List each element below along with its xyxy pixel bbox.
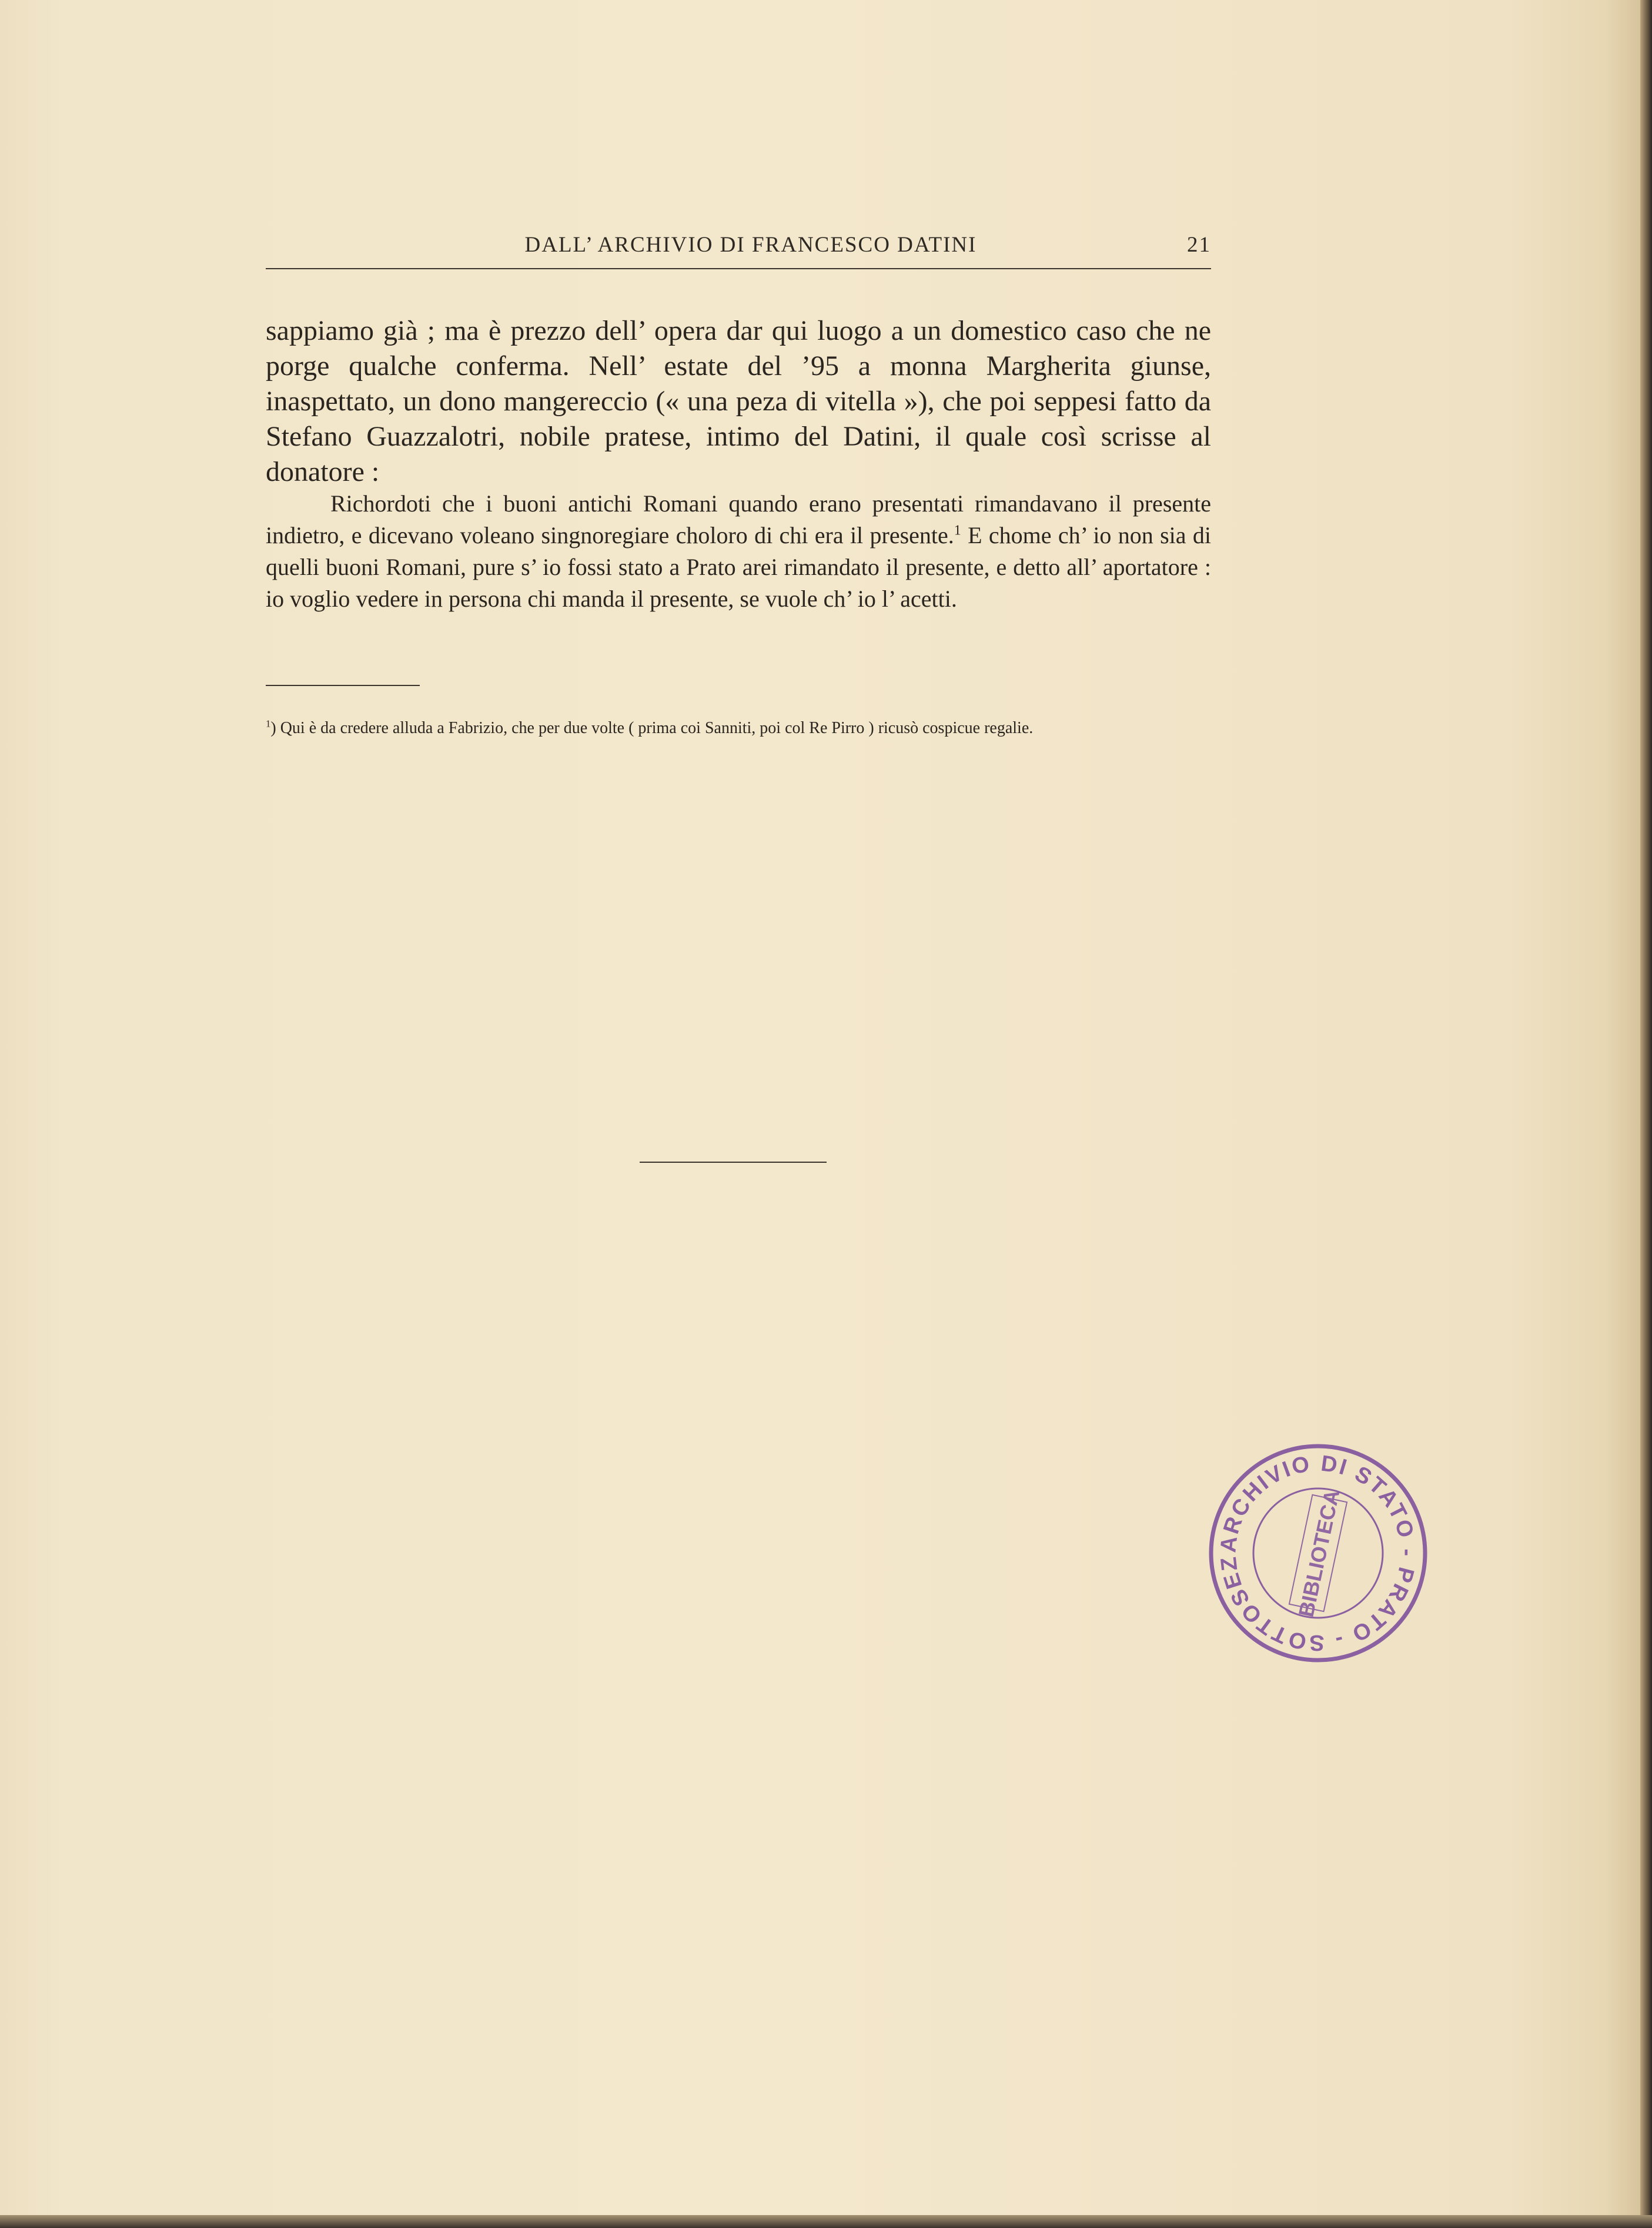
- running-header: [266, 232, 1211, 267]
- stamp-ring-text: ARCHIVIO DI STATO - PRATO - SOTTOSEZ: [1216, 1451, 1420, 1655]
- page-edge-right: [1640, 0, 1652, 2228]
- header-rule: [266, 268, 1211, 269]
- stamp-graphic: [1206, 1441, 1430, 1665]
- quoted-letter: [266, 488, 1211, 615]
- running-title: DALL’ ARCHIVIO DI FRANCESCO DATINI: [524, 233, 977, 257]
- body-paragraph: sappiamo già ; ma è prezzo dell’ opera dar qui luogo a un domestico caso che ne porge qualche conferma. Nell’ estate del ’95 a monna Margherita giunse, inaspettato, un dono mangereccio (« una peza di vitella »), che poi seppesi fatto da Stefano Guazzalotri, nobile pratese, intimo del Datini, il quale così scrisse al donatore :: [266, 315, 1211, 487]
- end-of-section-rule: [640, 1162, 827, 1163]
- page-number: 21: [1187, 233, 1211, 257]
- footnote-marker: 1: [266, 718, 271, 730]
- footnote-text: ) Qui è da credere alluda a Fabrizio, che per due volte ( prima coi Sanniti, poi col Re Pirro ) ricusò cospicue regalie.: [270, 719, 1034, 737]
- quote-text-part2: E chome ch’ io non sia di quelli buoni Romani, pure s’ io fossi stato a Prato arei rimandato il presente, e detto all’ aportatore : io voglio vedere in persona chi manda il presente, se vuole ch’ io l’ acetti.: [266, 522, 1212, 612]
- quote-text-part1: Richordoti che i buoni antichi Romani quando erano presentati rimandavano il presente indietro, e dicevano voleano singnoregiare choloro di chi era il presente.: [266, 490, 1211, 548]
- page-edge-bottom: [0, 2215, 1652, 2228]
- archive-stamp: [1206, 1441, 1430, 1665]
- footnote: [266, 716, 1211, 741]
- footnote-reference: 1: [954, 523, 961, 538]
- stamp-center-text: BIBLIOTECA: [1293, 1487, 1345, 1620]
- footnote-separator: [266, 685, 420, 686]
